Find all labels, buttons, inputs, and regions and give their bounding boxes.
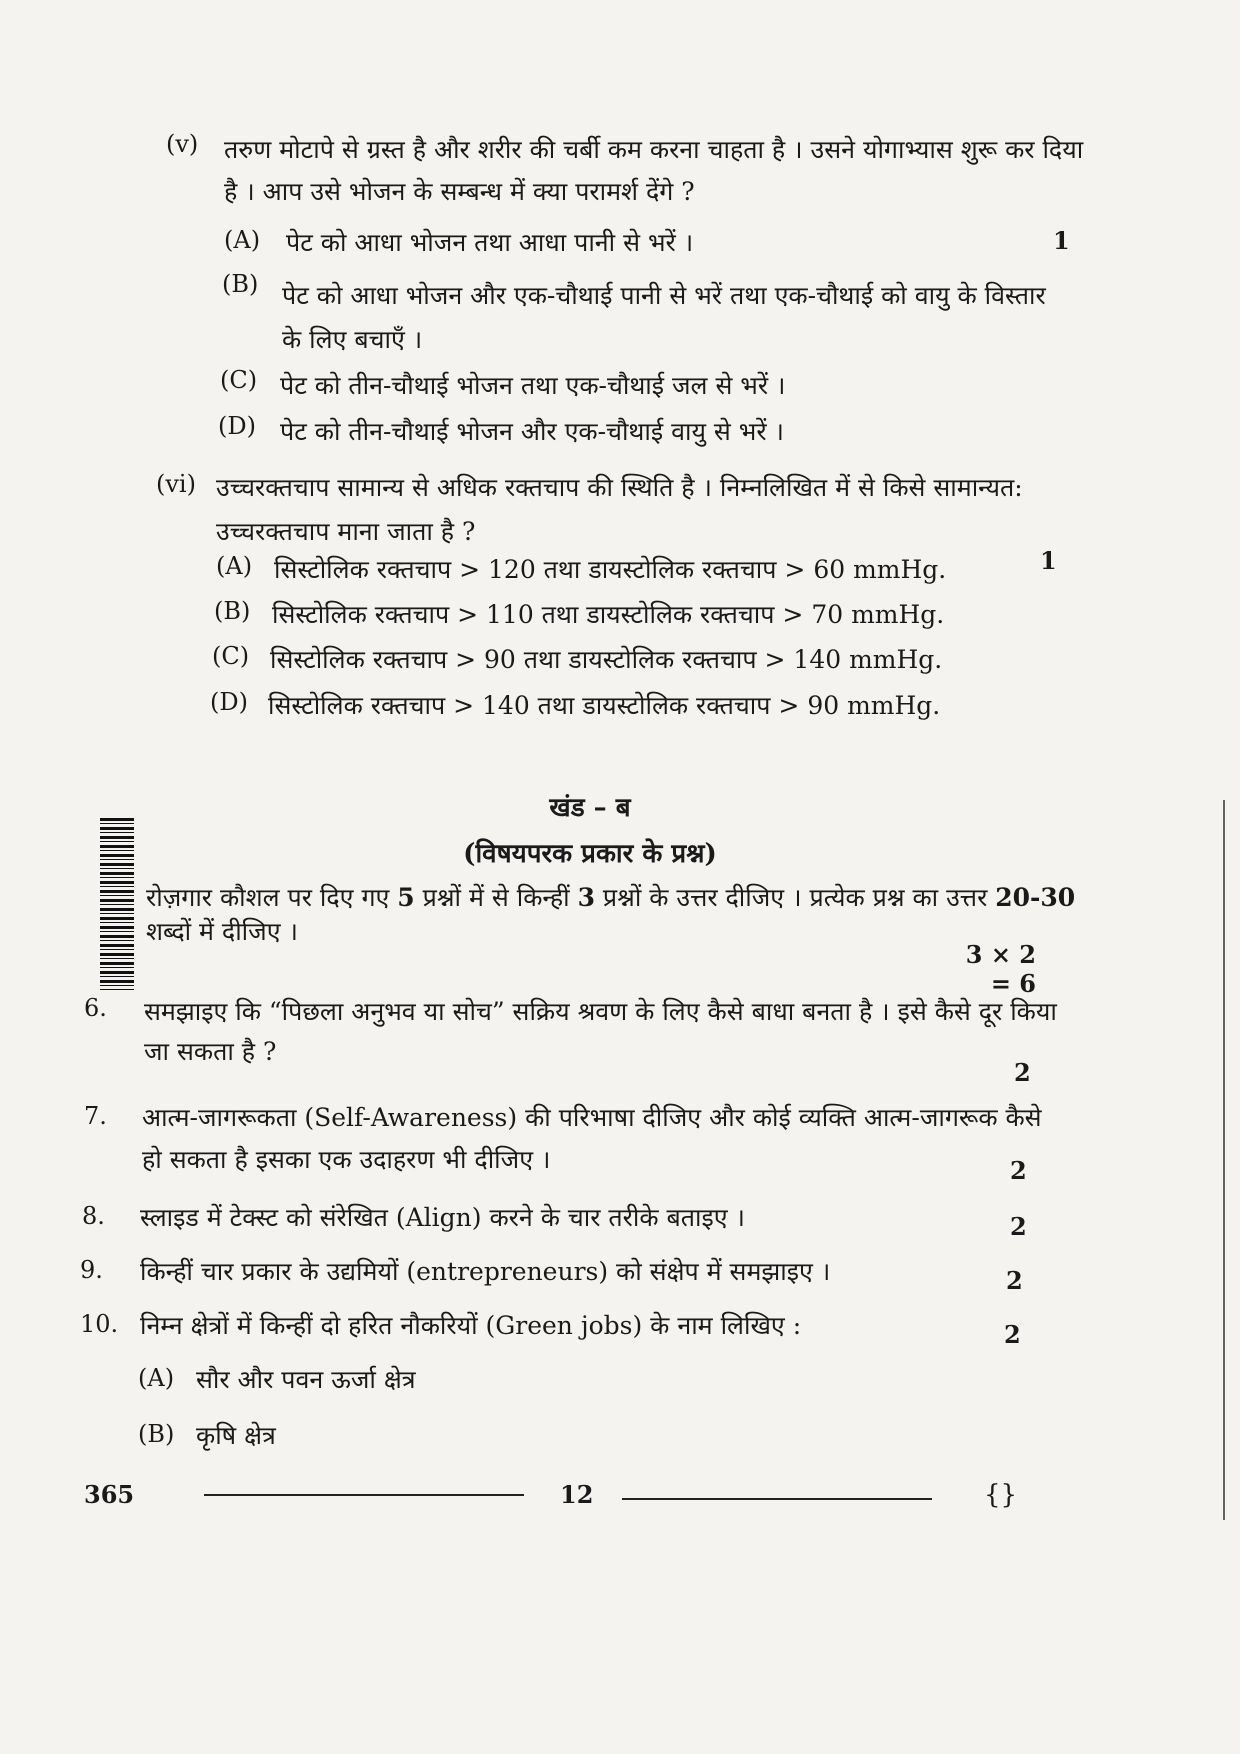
section-instructions-line2: शब्दों में दीजिए ।: [146, 917, 298, 946]
option-label: (D): [210, 688, 248, 716]
instr-text: रोज़गार कौशल पर दिए गए: [146, 883, 398, 912]
question-marks: 2: [1006, 1266, 1023, 1295]
question-number: 6.: [84, 994, 107, 1022]
question-v-marks: 1: [1053, 226, 1070, 255]
option-label: (B): [222, 270, 259, 298]
option-text: पेट को आधा भोजन तथा आधा पानी से भरें ।: [286, 228, 694, 257]
question-number: 10.: [80, 1310, 119, 1338]
option-text: कृषि क्षेत्र: [196, 1421, 276, 1450]
question-number: 9.: [80, 1256, 103, 1284]
option-text: सिस्टोलिक रक्तचाप > 90 तथा डायस्टोलिक रक्तचाप > 140 mmHg.: [270, 645, 943, 674]
option-label: (D): [218, 412, 256, 440]
question-marks: 2: [1004, 1320, 1021, 1349]
question-vi-line1: उच्चरक्तचाप सामान्य से अधिक रक्तचाप की स्थिति है । निम्नलिखित में से किसे सामान्यत:: [216, 473, 1023, 502]
question-v-label: (v): [166, 130, 199, 158]
paper-code: 365: [84, 1480, 135, 1509]
instr-count-total: 5: [397, 883, 415, 912]
option-text: पेट को तीन-चौथाई भोजन तथा एक-चौथाई जल से भरें ।: [280, 371, 786, 400]
section-marks: 3 × 2 = 6: [965, 940, 1036, 998]
barcode-graphic: [100, 818, 134, 990]
section-title: खंड – ब: [549, 793, 631, 823]
page-number: 12: [560, 1480, 594, 1509]
instr-text: प्रश्नों में से किन्हीं: [414, 883, 578, 912]
question-marks: 2: [1014, 1058, 1031, 1087]
footer-symbol: {}: [984, 1480, 1018, 1510]
instr-word-limit: 20-30: [995, 883, 1076, 912]
option-label: (B): [138, 1420, 175, 1448]
option-text: पेट को तीन-चौथाई भोजन और एक-चौथाई वायु से भरें ।: [280, 417, 784, 446]
option-label: (C): [220, 366, 258, 394]
question-text-cont: जा सकता है ?: [144, 1037, 277, 1066]
option-text: सिस्टोलिक रक्तचाप > 120 तथा डायस्टोलिक रक्तचाप > 60 mmHg.: [274, 555, 947, 584]
option-label: (A): [224, 226, 261, 254]
footer-rule-right: [622, 1498, 932, 1500]
option-text: सौर और पवन ऊर्जा क्षेत्र: [196, 1365, 416, 1394]
question-text-cont: हो सकता है इसका एक उदाहरण भी दीजिए ।: [142, 1145, 551, 1174]
instr-text: प्रश्नों के उत्तर दीजिए । प्रत्येक प्रश्न का उत्तर: [594, 883, 996, 912]
footer-rule-left: [204, 1494, 524, 1496]
question-text: स्लाइड में टेक्स्ट को संरेखित (Align) करने के चार तरीके बताइए ।: [140, 1203, 745, 1232]
question-vi-line2: उच्चरक्तचाप माना जाता है ?: [216, 517, 476, 546]
section-subtitle: (विषयपरक प्रकार के प्रश्न): [463, 839, 717, 869]
question-number: 7.: [84, 1102, 107, 1130]
option-text: पेट को आधा भोजन और एक-चौथाई पानी से भरें तथा एक-चौथाई को वायु के विस्तार: [282, 281, 1046, 310]
option-text: सिस्टोलिक रक्तचाप > 110 तथा डायस्टोलिक रक्तचाप > 70 mmHg.: [272, 600, 945, 629]
question-text: आत्म-जागरूकता (Self-Awareness) की परिभाषा दीजिए और कोई व्यक्ति आत्म-जागरूक कैसे: [142, 1103, 1042, 1132]
question-v-line1: तरुण मोटापे से ग्रस्त है और शरीर की चर्बी कम करना चाहता है । उसने योगाभ्यास शुरू कर दिया: [224, 135, 1084, 164]
option-label: (B): [214, 597, 251, 625]
option-label: (A): [216, 552, 253, 580]
instr-count-attempt: 3: [577, 883, 595, 912]
scan-edge-line: [1223, 800, 1225, 1520]
question-marks: 2: [1010, 1212, 1027, 1241]
question-vi-label: (vi): [156, 470, 196, 498]
question-number: 8.: [82, 1202, 105, 1230]
option-text-cont: के लिए बचाएँ ।: [282, 325, 423, 354]
question-text: निम्न क्षेत्रों में किन्हीं दो हरित नौकरियों (Green jobs) के नाम लिखिए :: [140, 1311, 802, 1340]
option-label: (C): [212, 642, 250, 670]
question-text: समझाइए कि “पिछला अनुभव या सोच” सक्रिय श्रवण के लिए कैसे बाधा बनता है । इसे कैसे दूर किया: [144, 997, 1057, 1026]
option-text: सिस्टोलिक रक्तचाप > 140 तथा डायस्टोलिक रक्तचाप > 90 mmHg.: [268, 691, 941, 720]
option-label: (A): [138, 1364, 175, 1392]
question-v-line2: है । आप उसे भोजन के सम्बन्ध में क्या परामर्श देंगे ?: [224, 177, 695, 206]
question-text: किन्हीं चार प्रकार के उद्यमियों (entrepreneurs) को संक्षेप में समझाइए ।: [140, 1257, 831, 1286]
question-marks: 2: [1010, 1156, 1027, 1185]
question-vi-marks: 1: [1040, 546, 1057, 575]
